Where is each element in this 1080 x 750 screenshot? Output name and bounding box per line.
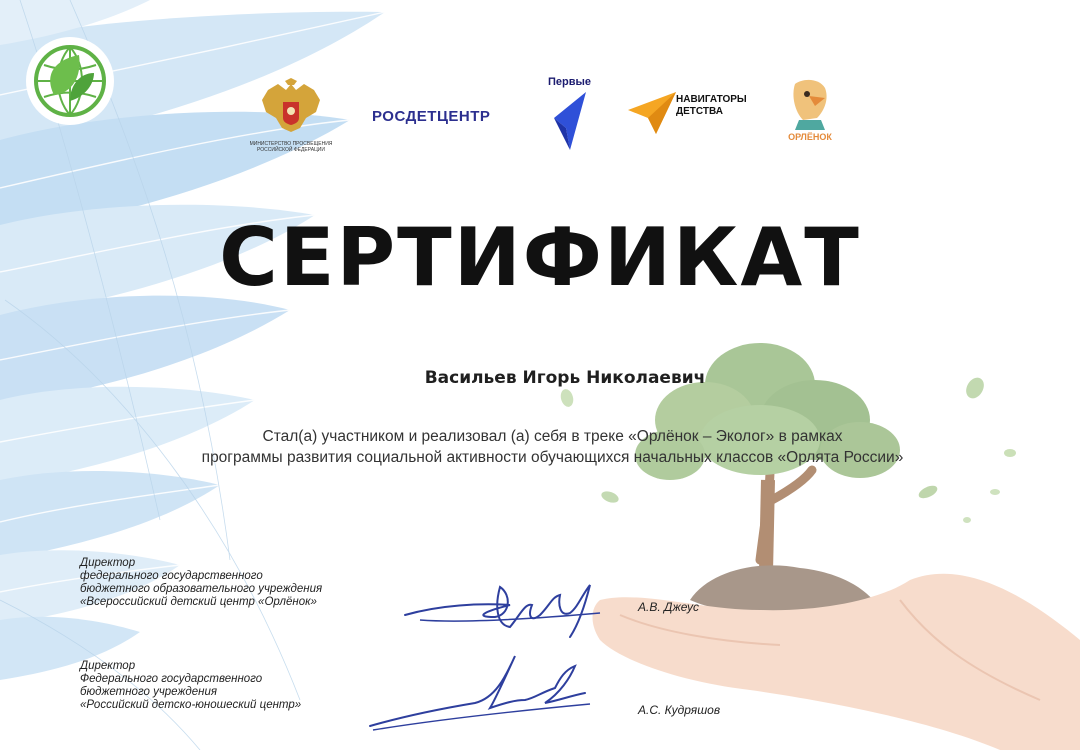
certificate-title: СЕРТИФИКАТ (219, 211, 861, 304)
description-line-2: программы развития социальной активности обучающихся начальных классов «Орлята России» (201, 449, 904, 466)
paper-plane-icon (626, 90, 678, 136)
navigators-line-2: ДЕТСТВА (676, 106, 723, 117)
signatory-2-line-4: «Российский детско-юношеский центр» (80, 699, 302, 711)
eco-globe-logo (24, 35, 116, 127)
signatory-1-line-4: «Всероссийский детский центр «Орлёнок» (80, 596, 317, 608)
pervye-logo (548, 76, 598, 156)
signatory-1-title (80, 557, 322, 609)
signature-2-handwritten (365, 648, 595, 733)
signatory-2-line-3: бюджетного учреждения (80, 686, 217, 698)
tree-illustration (559, 343, 1080, 750)
signatory-2-title (80, 660, 301, 712)
ministry-caption-line-2: РОССИЙСКОЙ ФЕДЕРАЦИИ (257, 147, 325, 153)
ministry-logo (244, 78, 338, 158)
signatory-2-line-1: Директор (80, 660, 136, 672)
signatory-2-name: А.С. Кудряшов (638, 703, 721, 717)
signatory-1-line-1: Директор (80, 557, 136, 569)
recipient-name: Васильев Игорь Николаевич (424, 368, 706, 388)
rosdetcentr-logo: РОСДЕТЦЕНТР (372, 108, 491, 125)
navigators-line-1: НАВИГАТОРЫ (676, 94, 747, 105)
double-headed-eagle-icon (244, 78, 338, 136)
description-line-1: Стал(а) участником и реализовал (а) себя в треке «Орлёнок – Эколог» в рамках (262, 428, 843, 445)
signatory-1-line-3: бюджетного образовательного учреждения (80, 583, 323, 595)
signature-1-handwritten (400, 575, 610, 645)
signatory-2-line-2: Федерального государственного (80, 673, 263, 685)
pervye-mark-icon (550, 88, 590, 154)
signatory-1-name: А.В. Джеус (638, 600, 699, 614)
eagle-mascot-icon (785, 76, 835, 132)
signatory-1-line-2: федерального государственного (80, 570, 263, 582)
orlenok-label: ОРЛЁНОК (788, 132, 832, 142)
orlenok-logo (780, 76, 840, 158)
certificate-description (0, 426, 1080, 468)
pervye-label: Первые (548, 76, 592, 88)
navigators-logo (626, 90, 756, 138)
ministry-caption-line-1: МИНИСТЕРСТВО ПРОСВЕЩЕНИЯ (249, 141, 333, 147)
